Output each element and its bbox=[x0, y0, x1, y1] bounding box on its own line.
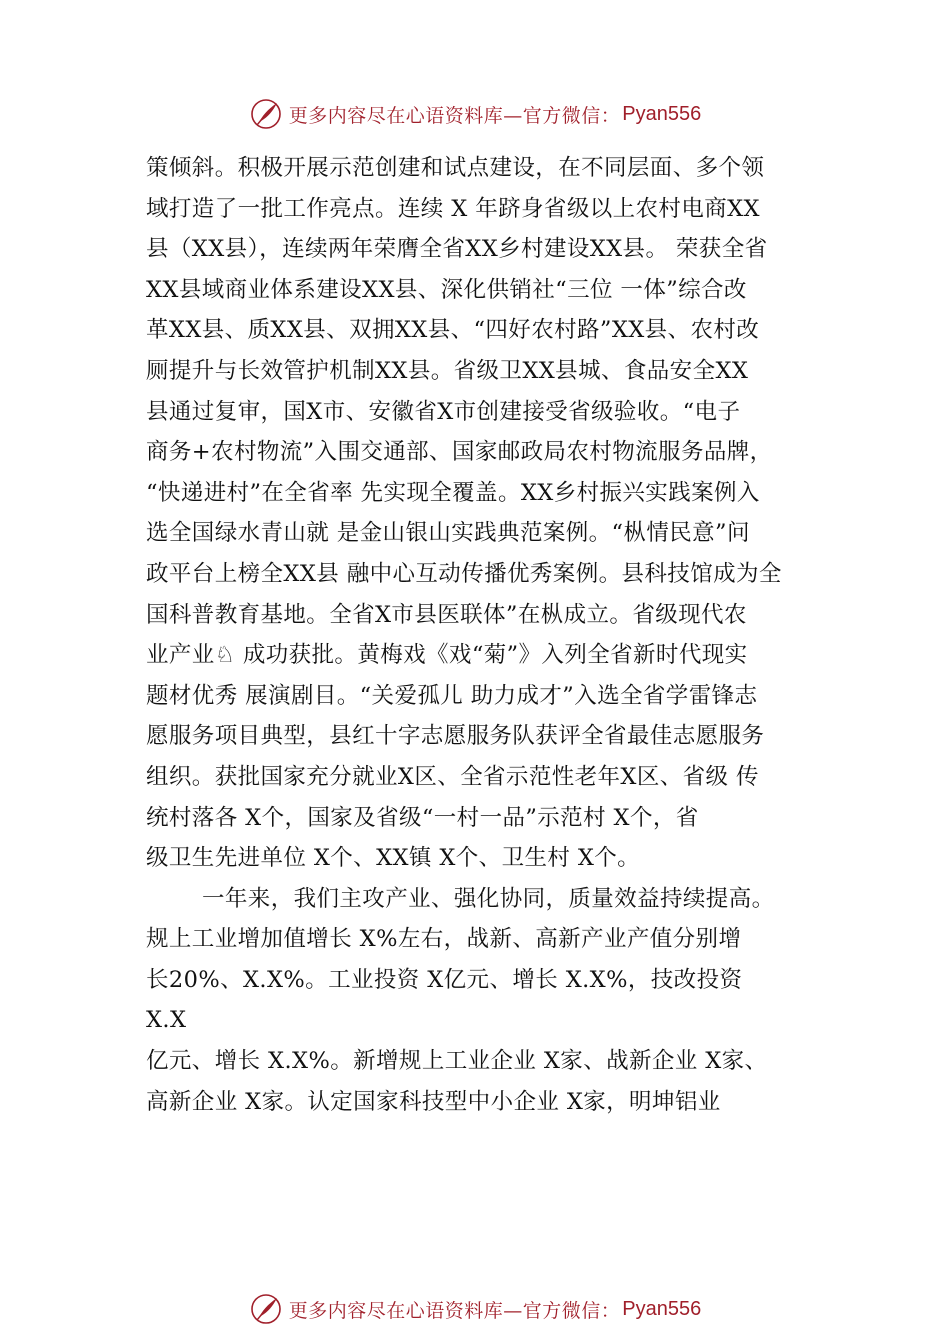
text-line: 政平台上榜全XX县 融中心互动传播优秀案例。县科技馆成为全 bbox=[146, 560, 782, 587]
watermark-wechat-id: Pyan556 bbox=[622, 1297, 702, 1320]
text-line: 高新企业 X家。认定国家科技型中小企业 X家，明坤铝业 bbox=[146, 1088, 721, 1115]
paragraph-first-line: 一年来，我们主攻产业、强化协同，质量效益持续提高。 bbox=[202, 885, 775, 912]
text-line: 商务+农村物流”入围交通部、国家邮政局农村物流服务品牌， bbox=[146, 439, 773, 466]
feather-logo-icon bbox=[249, 97, 283, 131]
text-line: 亿元、增长 X.X%。新增规上工业企业 X家、战新企业 X家、 bbox=[146, 1048, 768, 1075]
document-body bbox=[146, 148, 836, 1122]
text-line: 策倾斜。积极开展示范创建和试点建设，在不同层面、多个领 bbox=[146, 155, 765, 181]
text-line: 长20%、X.X%。工业投资 X亿元、增长 X.X%，技改投资 bbox=[146, 966, 743, 993]
text-line: 国科普教育基地。全省X市县医联体”在枞成立。省级现代农 bbox=[146, 601, 747, 628]
text-line: 级卫生先进单位 X个、XX镇 X个、卫生村 X个。 bbox=[146, 845, 641, 872]
text-line: 域打造了一批工作亮点。连续 X 年跻身省级以上农村电商XX bbox=[146, 195, 760, 222]
text-line: “快递进村”在全省率 先实现全覆盖。XX乡村振兴实践案例入 bbox=[146, 479, 760, 506]
text-line: 县通过复审，国X市、安徽省X市创建接受省级验收。“电子 bbox=[146, 398, 741, 425]
text-line: XX县域商业体系建设XX县、深化供销社“三位 一体”综合改 bbox=[146, 276, 747, 303]
watermark-text: 更多内容尽在心语资料库—官方微信： bbox=[288, 1299, 621, 1322]
text-line: 愿服务项目典型，县红十字志愿服务队获评全省最佳志愿服务 bbox=[146, 723, 765, 750]
text-line: 革XX县、质XX县、双拥XX县、“四好农村路”XX县、农村改 bbox=[146, 317, 760, 344]
text-line: 题材优秀 展演剧目。“关爱孤儿 助力成才”入选全省学雷锋志 bbox=[146, 682, 758, 709]
watermark-text: 更多内容尽在心语资料库—官方微信： bbox=[288, 104, 621, 127]
text-line: 规上工业增加值增长 X%左右，战新、高新产业产值分别增 bbox=[146, 926, 742, 953]
text-line: 组织。获批国家充分就业X区、全省示范性老年X区、省级 传 bbox=[146, 763, 759, 790]
feather-logo-icon bbox=[249, 1292, 283, 1326]
watermark-wechat-id: Pyan556 bbox=[622, 102, 702, 125]
text-line: 选全国绿水青山就 是金山银山实践典范案例。“枞情民意”问 bbox=[146, 520, 750, 547]
footer-watermark bbox=[0, 1289, 950, 1329]
header-watermark bbox=[0, 94, 950, 134]
text-line: 厕提升与长效管护机制XX县。省级卫XX县城、食品安全XX bbox=[146, 357, 749, 384]
text-line: X.X bbox=[146, 1007, 187, 1034]
text-line: 县（XX县），连续两年荣膺全省XX乡村建设XX县。 荣获全省 bbox=[146, 236, 768, 263]
text-line: 业产业♘ 成功获批。黄梅戏《戏“菊”》入列全省新时代现实 bbox=[146, 642, 748, 669]
text-line: 统村落各 X个，国家及省级“一村一品”示范村 X个，省 bbox=[146, 804, 699, 831]
